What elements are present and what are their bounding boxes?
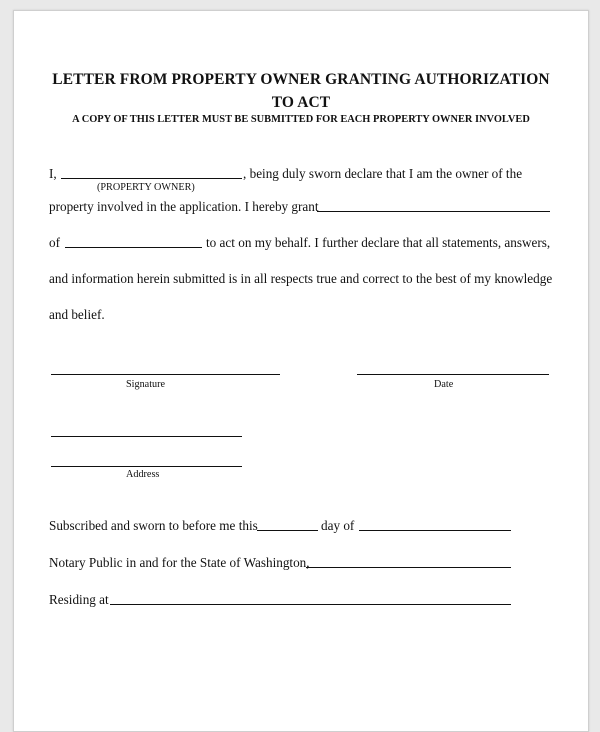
residing-at-field[interactable] (110, 604, 511, 605)
declaration-true-correct-text: and information herein submitted is in all respects true and correct to the best of my knowledge (49, 271, 553, 286)
document-page (13, 10, 589, 732)
address-line-2[interactable] (51, 466, 242, 467)
declaration-behalf-text: to act on my behalf. I further declare that all statements, answers, (206, 235, 551, 250)
declaration-belief-text: and belief. (49, 307, 105, 322)
signature-line[interactable] (51, 374, 280, 375)
letter-title-line-1: LETTER FROM PROPERTY OWNER GRANTING AUTHORIZATION (52, 71, 550, 88)
notary-public-text: Notary Public in and for the State of Washington, (49, 555, 310, 570)
grantee-name-field[interactable] (317, 211, 550, 212)
address-label: Address (126, 469, 160, 480)
declaration-prefix: I, (49, 166, 57, 181)
signature-label: Signature (126, 379, 166, 390)
sworn-day-field[interactable] (257, 530, 318, 531)
date-line[interactable] (357, 374, 549, 375)
notary-public-field[interactable] (306, 567, 511, 568)
declaration-grant-text: property involved in the application. I hereby grant (49, 199, 319, 214)
subscribed-text: Subscribed and sworn to before me this (49, 518, 258, 533)
property-owner-label: (PROPERTY OWNER) (97, 182, 195, 193)
date-label: Date (434, 379, 454, 390)
property-owner-name-field[interactable] (61, 178, 242, 179)
letter-title-line-2: TO ACT (271, 94, 331, 111)
residing-at-text: Residing at (49, 592, 109, 607)
declaration-of-prefix: of (49, 235, 60, 250)
grantee-organization-field[interactable] (65, 247, 202, 248)
letter-subtitle: A COPY OF THIS LETTER MUST BE SUBMITTED FOR EACH PROPERTY OWNER INVOLVED (72, 114, 530, 125)
address-line-1[interactable] (51, 436, 242, 437)
declaration-owner-text: , being duly sworn declare that I am the owner of the (243, 166, 523, 181)
day-of-text: day of (321, 518, 355, 533)
sworn-month-field[interactable] (359, 530, 511, 531)
